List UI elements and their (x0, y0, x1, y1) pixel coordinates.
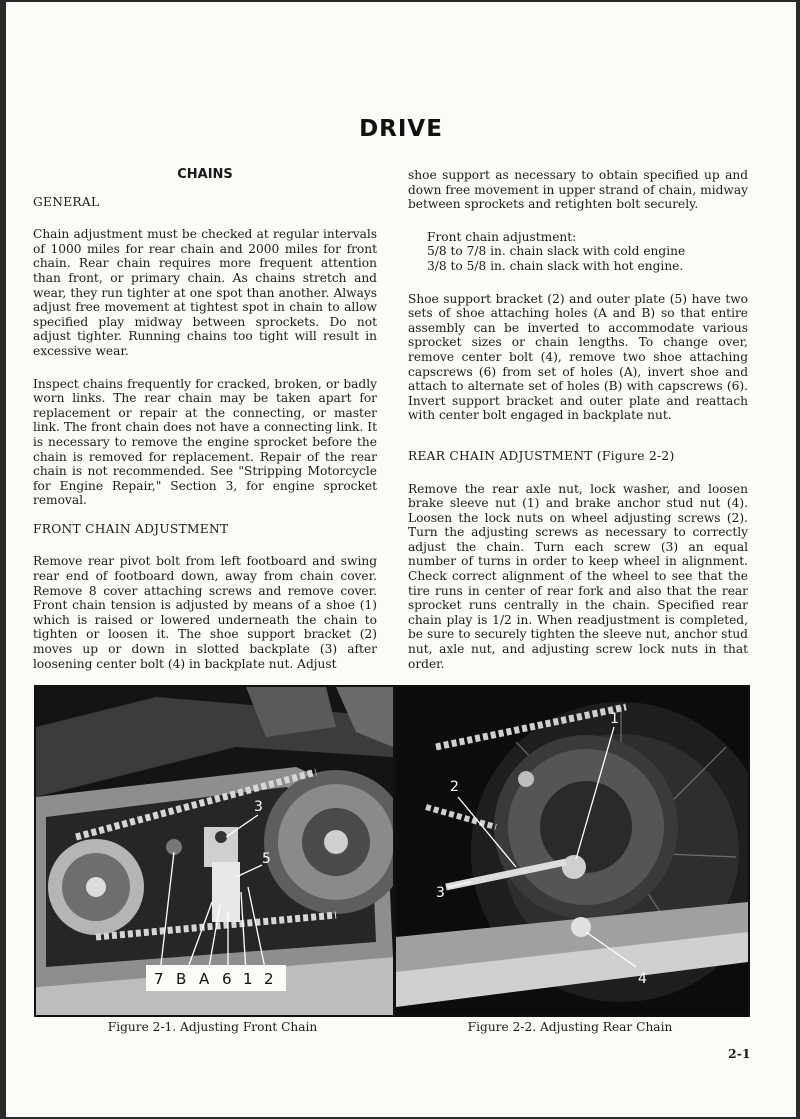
fig2-label-1: 1 (610, 711, 619, 727)
spec-hot: 3/8 to 5/8 in. chain slack with hot engine. (427, 258, 684, 273)
fig1-label-A: A (199, 970, 210, 988)
section-title: CHAINS (177, 167, 233, 182)
fig2-label-4: 4 (638, 971, 647, 987)
fig1-label-B: B (176, 970, 187, 988)
shoe-bracket-paragraph: Shoe support bracket (2) and outer plate (5) have two sets of shoe attaching holes (A and B) so that entire assembly can be inverted to accommodate various sprocket sizes or chain lengths. To change over, remove center bolt (4), remove two shoe attaching capscrews (6) from set of holes (A), invert shoe and attach to alternate set of holes (B) with capscrews (6). Invert support bracket and outer plate and reattach with center bolt engaged in backplate nut. (408, 291, 748, 423)
rear-chain-heading: REAR CHAIN ADJUSTMENT (Figure 2-2) (408, 448, 675, 463)
figure-2-caption: Figure 2-2. Adjusting Rear Chain (467, 1020, 673, 1034)
fig1-label-1: 1 (243, 970, 253, 988)
figure-1-caption: Figure 2-1. Adjusting Front Chain (107, 1020, 318, 1034)
rear-chain-paragraph: Remove the rear axle nut, lock washer, and loosen brake sleeve nut (1) and brake anchor stud nut (4). Loosen the lock nuts on wheel adjusting screws (2). Turn the adjusting screws as necessary to correctly adjust the chain. Turn each screw (3) an equal number of turns in order to keep wheel in alignment. Check correct alignment of the wheel to see that the tire runs in center of rear fork and also that the rear sprocket runs centrally in the chain. Specified rear chain play is 1/2 in. When readjustment is completed, be sure to securely tighten the sleeve nut, anchor stud nut, axle nut, and adjusting screw lock nuts in that order. (408, 481, 748, 671)
right-column (408, 168, 748, 671)
figure-front-chain-photo (34, 685, 395, 1017)
fig1-label-5: 5 (262, 851, 271, 867)
fig2-label-2: 2 (450, 779, 459, 795)
general-heading: GENERAL (33, 194, 100, 209)
front-chain-heading: FRONT CHAIN ADJUSTMENT (33, 521, 229, 536)
figure-rear-chain-photo (394, 685, 750, 1017)
general-paragraph-1: Chain adjustment must be checked at regular intervals of 1000 miles for rear chain and 2000 miles for front chain. Rear chain requires more frequent attention than front, or primary chain. As chains stretch and wear, they run tighter at one spot than another. Always adjust free movement at tightest spot in chain to allow specified play midway between sprockets. Do not adjust tighter. Running chains too tight will result in excessive wear. (33, 227, 377, 358)
fig1-label-3: 3 (254, 799, 263, 815)
page-title: DRIVE (359, 116, 443, 142)
spec-heading: Front chain adjustment: (427, 229, 577, 244)
left-column (33, 168, 377, 671)
fig1-label-2: 2 (264, 970, 274, 988)
page-number: 2-1 (728, 1046, 751, 1061)
spec-cold: 5/8 to 7/8 in. chain slack with cold engine (427, 244, 686, 259)
front-chain-continued: shoe support as necessary to obtain specified up and down free movement in upper strand of chain, midway between sprockets and retighten bolt securely. (408, 168, 748, 212)
fig1-label-7: 7 (154, 970, 164, 988)
general-paragraph-2: Inspect chains frequently for cracked, broken, or badly worn links. The rear chain may be taken apart for replacement or repair at the connecting, or master link. The front chain does not have a connecting link. It is necessary to remove the engine sprocket before the chain is removed for replacement. Repair of the rear chain is not recommended. See "Stripping Motorcycle for Engine Repair," Section 3, for engine sprocket removal. (33, 376, 377, 508)
fig2-label-3: 3 (436, 885, 445, 901)
front-chain-paragraph: Remove rear pivot bolt from left footboard and swing rear end of footboard down, away from chain cover. Remove 8 cover attaching screws and remove cover. Front chain tension is adjusted by means of a shoe (1) which is raised or lowered underneath the chain to tighten or loosen it. The shoe support bracket (2) moves up or down in slotted backplate (3) after loosening center bolt (4) in backplate nut. Adjust (33, 554, 377, 671)
fig1-label-6: 6 (222, 970, 232, 988)
manual-page (6, 2, 796, 1117)
spec-block (408, 230, 748, 274)
